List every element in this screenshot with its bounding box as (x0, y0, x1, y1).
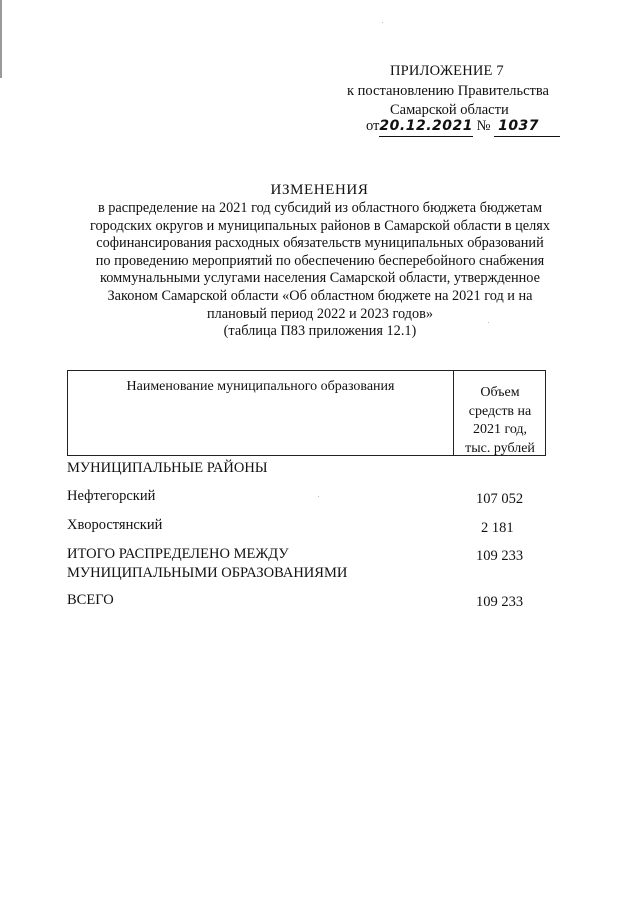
column-header-volume-line: средств на (468, 403, 532, 419)
description-line: коммунальными услугами населения Самарской области, утвержденное (100, 270, 540, 287)
column-header-volume-line: 2021 год, (472, 422, 528, 437)
total-distributed-label (67, 545, 347, 583)
table-header (67, 370, 546, 456)
section-heading: МУНИЦИПАЛЬНЫЕ РАЙОНЫ (67, 460, 268, 476)
document-title: ИЗМЕНЕНИЯ (270, 182, 369, 198)
description-line: плановый период 2022 и 2023 годов» (206, 305, 434, 322)
column-header-volume-line: Объем (480, 385, 520, 400)
table-row-name: Нефтегорский (67, 488, 156, 504)
table-row-name: Хворостянский (67, 517, 163, 533)
scan-speck (382, 22, 383, 23)
date-number-line (366, 117, 560, 137)
region-name: Самарской области (390, 102, 509, 118)
column-header-volume (454, 384, 546, 458)
description-line: городских округов и муниципальных районов в Самарской области в целях (90, 217, 550, 234)
page-edge-mark (0, 0, 2, 78)
scan-speck (488, 322, 489, 323)
total-distributed-line: МУНИЦИПАЛЬНЫМИ ОБРАЗОВАНИЯМИ (67, 565, 348, 581)
grand-total-value: 109 233 (476, 594, 524, 610)
date-prefix: от (366, 118, 380, 134)
description-line: Законом Самарской области «Об областном бюджете на 2021 год и на (107, 287, 533, 304)
number-sign: № (476, 118, 491, 134)
appendix-label: ПРИЛОЖЕНИЕ 7 (390, 63, 504, 79)
column-header-volume-line: тыс. рублей (465, 440, 535, 456)
column-header-name: Наименование муниципального образования (126, 379, 395, 394)
document-description (60, 200, 580, 341)
handwritten-number: 1037 (494, 117, 560, 137)
handwritten-date: 20.12.2021 (379, 117, 473, 137)
total-distributed-line: ИТОГО РАСПРЕДЕЛЕНО МЕЖДУ (67, 546, 289, 562)
decree-reference: к постановлению Правительства (347, 83, 549, 99)
description-line: в распределение на 2021 год субсидий из областного бюджета бюджетам (97, 200, 543, 216)
total-distributed-value: 109 233 (476, 548, 524, 564)
table-row-value: 107 052 (476, 491, 524, 507)
scan-speck (318, 496, 319, 497)
description-line: по проведению мероприятий по обеспечению бесперебойного снабжения (95, 252, 545, 269)
description-line: (таблица П83 приложения 12.1) (223, 323, 417, 340)
grand-total-label: ВСЕГО (67, 592, 114, 608)
table-row-value: 2 181 (481, 520, 514, 536)
description-line: софинансирования расходных обязательств муниципальных образований (96, 235, 544, 252)
